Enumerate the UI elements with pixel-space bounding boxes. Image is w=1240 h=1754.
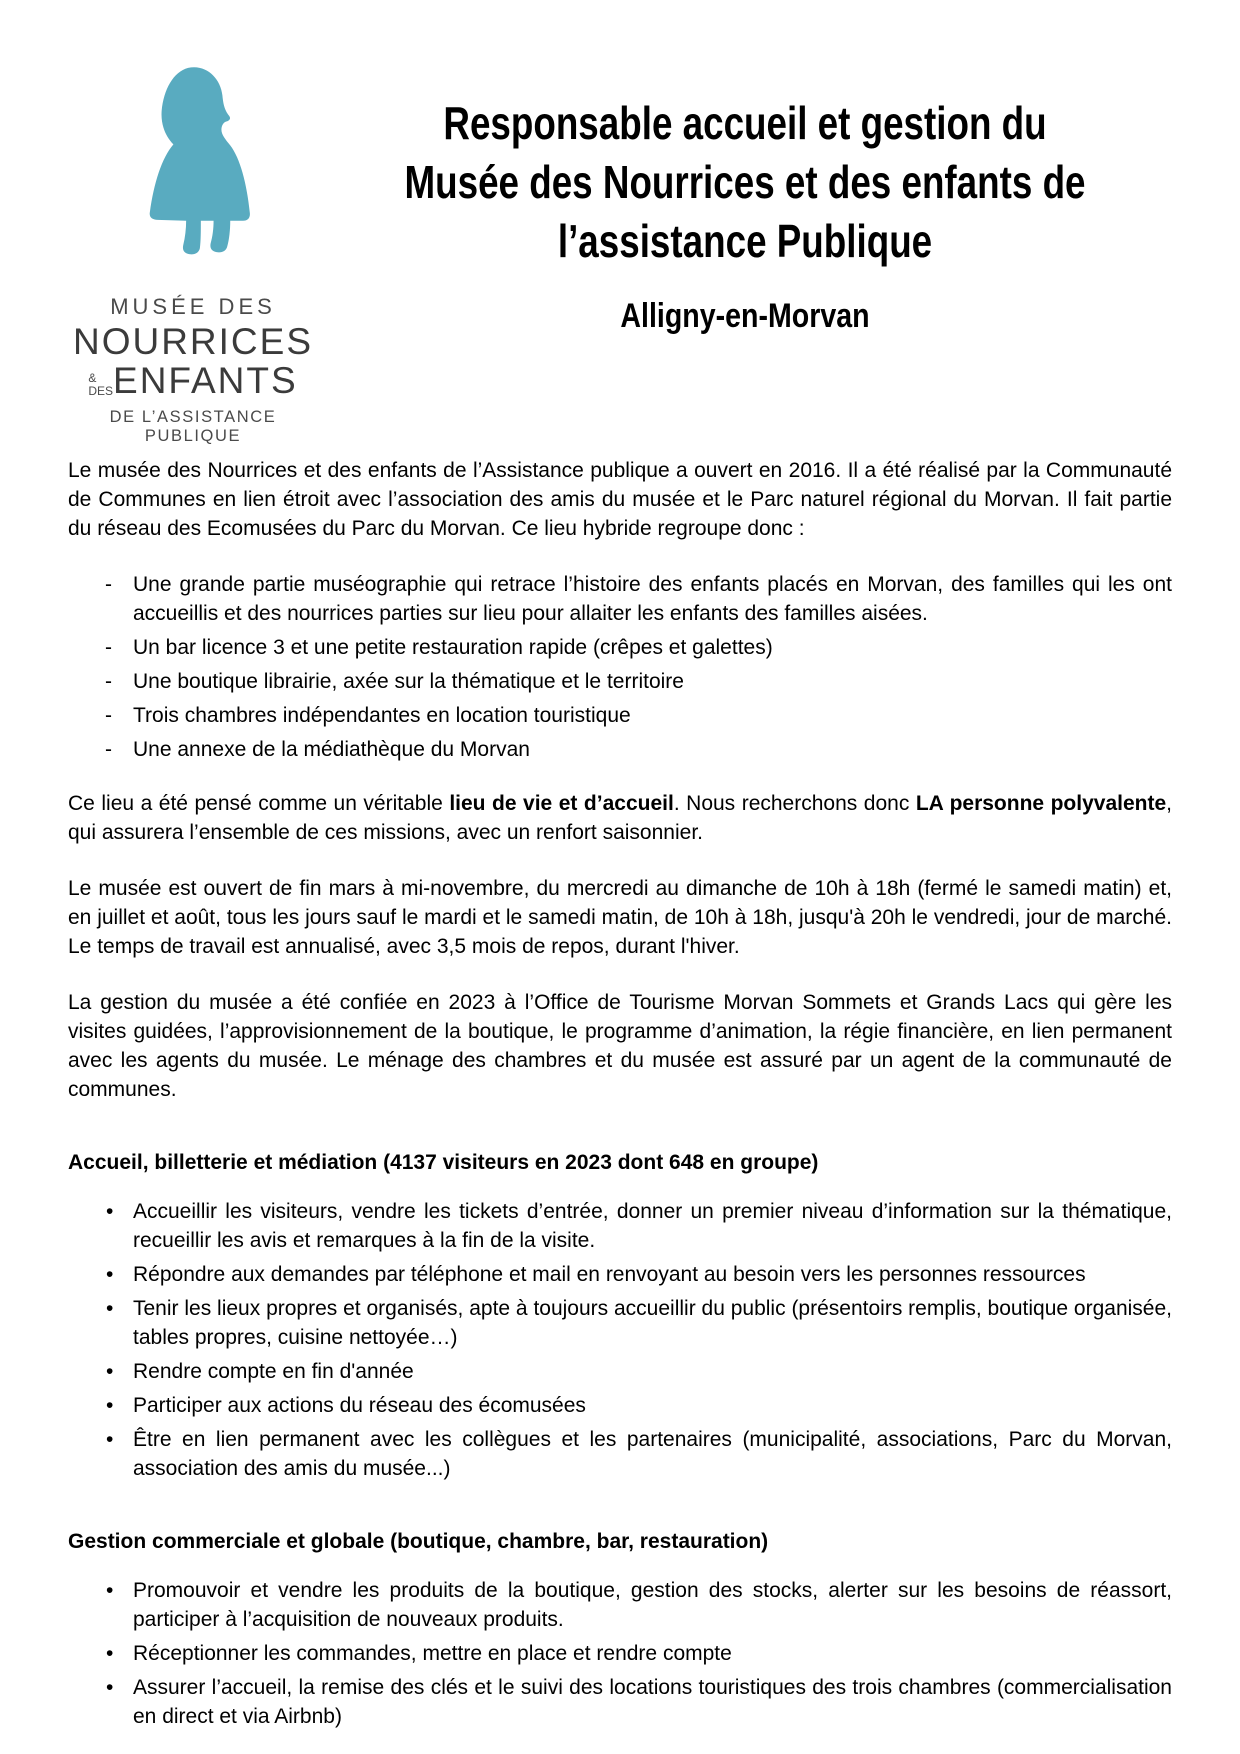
list-item: • Promouvoir et vendre les produits de la boutique, gestion des stocks, alerter sur les besoins de réassort, participer à l’acquisition de nouveaux produits.	[68, 1576, 1172, 1634]
section-heading-accueil: Accueil, billetterie et médiation (4137 visiteurs en 2023 dont 648 en groupe)	[68, 1150, 819, 1174]
logo-des: DES	[88, 383, 114, 398]
logo-text-enfants-row	[68, 359, 318, 401]
document-body	[0, 456, 1240, 1731]
text-segment: , qui assurera l’ensemble de ces missions, avec un renfort saisonnier.	[68, 791, 1172, 844]
logo-text-nourrices: NOURRICES	[72, 321, 314, 362]
list-item: - Un bar licence 3 et une petite restauration rapide (crêpes et galettes)	[68, 633, 1172, 662]
silhouette-shape	[150, 67, 250, 254]
list-item: - Une boutique librairie, axée sur la thématique et le territoire	[68, 667, 1172, 696]
list-item: • Assurer l’accueil, la remise des clés et le suivi des locations touristiques des trois chambres (commercialisation en direct et via Airbnb)	[68, 1673, 1172, 1731]
title-line-3: l’assistance Publique	[557, 215, 933, 267]
logo-text-assistance-publique: DE L’ASSISTANCE PUBLIQUE	[109, 407, 277, 445]
page-title	[403, 94, 1086, 271]
logo-text-enfants: ENFANTS	[113, 359, 298, 401]
museum-logo	[68, 60, 318, 446]
page-subtitle: Alligny-en-Morvan	[620, 297, 870, 335]
management-paragraph: La gestion du musée a été confiée en 2023 à l’Office de Tourisme Morvan Sommets et Grands Lacs qui gère les visites guidées, l’approvisionnement de la boutique, le programme d’animation, la régie financière, en lien permanent avec les agents du musée. Le ménage des chambres et du musée est assuré par un agent de la communauté de communes.	[68, 990, 1172, 1101]
bold-text-segment: lieu de vie et d’accueil	[449, 791, 674, 815]
hooded-child-silhouette-icon	[129, 64, 257, 260]
title-line-2: Musée des Nourrices et des enfants de	[404, 156, 1086, 208]
list-item: • Répondre aux demandes par téléphone et mail en renvoyant au besoin vers les personnes ressources	[68, 1260, 1172, 1289]
intro-paragraph: Le musée des Nourrices et des enfants de l’Assistance publique a ouvert en 2016. Il a été réalisé par la Communauté de Communes en lien étroit avec l’association des amis du musée et le Parc naturel régional du Morvan. Il fait partie du réseau des Ecomusées du Parc du Morvan. Ce lieu hybride regroupe donc :	[68, 458, 1172, 540]
text-segment: . Nous recherchons donc	[673, 791, 916, 815]
list-item: • Être en lien permanent avec les collègues et les partenaires (municipalité, associations, Parc du Morvan, association des amis du musée...)	[68, 1425, 1172, 1483]
list-item: • Tenir les lieux propres et organisés, apte à toujours accueillir du public (présentoirs remplis, boutique organisée, tables propres, cuisine nettoyée…)	[68, 1294, 1172, 1352]
list-item: - Une annexe de la médiathèque du Morvan	[68, 735, 1172, 764]
logo-text-amp-des	[88, 372, 113, 401]
text-segment: Ce lieu a été pensé comme un véritable	[68, 791, 450, 815]
list-item: - Trois chambres indépendantes en location touristique	[68, 701, 1172, 730]
list-item: - Une grande partie muséographie qui retrace l’histoire des enfants placés en Morvan, des familles qui les ont accueillis et des nourrices parties sur lieu pour allaiter les enfants des familles aisées.	[68, 570, 1172, 628]
list-item: • Participer aux actions du réseau des écomusées	[68, 1391, 1172, 1420]
mission-paragraph	[68, 789, 1172, 847]
logo-text-musee-des: MUSÉE DES	[110, 294, 276, 319]
list-item: • Rendre compte en fin d'année	[68, 1357, 1172, 1386]
list-item: • Réceptionner les commandes, mettre en place et rendre compte	[68, 1639, 1172, 1668]
logo-amp: &	[88, 370, 97, 385]
gestion-bullet-list	[68, 1576, 1172, 1731]
section-heading-gestion: Gestion commerciale et globale (boutique, chambre, bar, restauration)	[68, 1529, 769, 1553]
accueil-bullet-list	[68, 1197, 1172, 1483]
opening-hours-paragraph: Le musée est ouvert de fin mars à mi-novembre, du mercredi au dimanche de 10h à 18h (fermé le samedi matin) et, en juillet et août, tous les jours sauf le mardi et le samedi matin, de 10h à 18h, jusqu'à 20h le vendredi, jour de marché. Le temps de travail est annualisé, avec 3,5 mois de repos, durant l'hiver.	[68, 876, 1172, 958]
title-block	[318, 94, 1172, 446]
list-item: • Accueillir les visiteurs, vendre les tickets d’entrée, donner un premier niveau d’information sur la thématique, recueillir les avis et remarques à la fin de la visite.	[68, 1197, 1172, 1255]
facilities-dash-list	[68, 570, 1172, 764]
page-header	[0, 0, 1240, 446]
title-line-1: Responsable accueil et gestion du	[443, 97, 1047, 149]
bold-text-segment: LA personne polyvalente	[915, 791, 1167, 815]
